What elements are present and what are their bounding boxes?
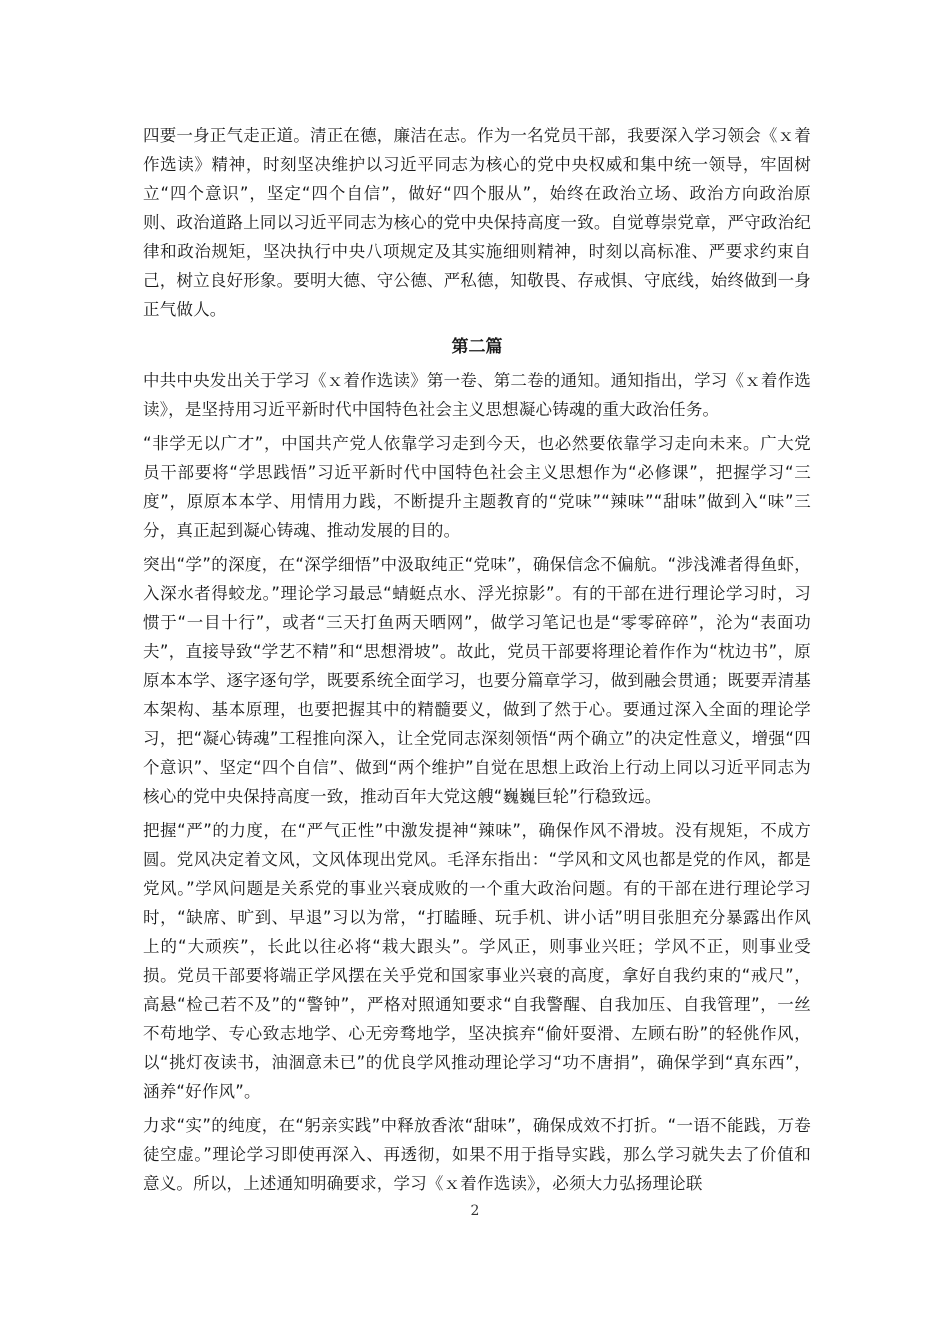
paragraph-practice: 力求“实”的纯度，在“躬亲实践”中释放香浓“甜味”，确保成效不打折。“一语不能践，万卷徒空虚。”理论学习即使再深入、再透彻，如果不用于指导实践，那么学习就失去了价值和意义。所以，上述通知明确要求，学习《ｘ着作选读》，必须大力弘扬理论联: [143, 1116, 811, 1193]
page-number: 2: [470, 1203, 480, 1219]
section-heading: 第二篇: [451, 337, 503, 357]
paragraph-learning: “非学无以广才”，中国共产党人依靠学习走到今天，也必然要依靠学习走向未来。广大党员干部要将“学思践悟”习近平新时代中国特色社会主义思想作为“必修课”，把握学习“三度”，原原本本学、用情用力践，不断提升主题教育的“党味”“辣味”“甜味”做到入“味”三分，真正起到凝心铸魂、推动发展的目的。: [143, 434, 811, 540]
paragraph-notice: 中共中央发出关于学习《ｘ着作选读》第一卷、第二卷的通知。通知指出，学习《ｘ着作选读》，是坚持用习近平新时代中国特色社会主义思想凝心铸魂的重大政治任务。: [143, 371, 811, 419]
paragraph-strictness: 把握“严”的力度，在“严气正性”中激发提神“辣味”，确保作风不滑坡。没有规矩，不成方圆。党风决定着文风，文风体现出党风。毛泽东指出：“学风和文风也都是党的作风，都是党风。”学风问题是关系党的事业兴衰成败的一个重大政治问题。有的干部在进行理论学习时，“缺席、旷到、早退”习以为常，“打瞌睡、玩手机、讲小话”明目张胆充分暴露出作风上的“大顽疾”，长此以往必将“栽大跟头”。学风正，则事业兴旺；学风不正，则事业受损。党员干部要将端正学风摆在关乎党和国家事业兴衰的高度，拿好自我约束的“戒尺”，高悬“检己若不及”的“警钟”，严格对照通知要求“自我警醒、自我加压、自我管理”，一丝不苟地学、专心致志地学、心无旁骛地学，坚决摈弃“偷奸耍滑、左顾右盼”的轻佻作风，以“挑灯夜读书，油涸意未已”的优良学风推动理论学习“功不唐捐”，确保学到“真东西”，涵养“好作风”。: [143, 821, 811, 1101]
document-body: [143, 121, 811, 1198]
paragraph-depth: 突出“学”的深度，在“深学细悟”中汲取纯正“党味”，确保信念不偏航。“涉浅滩者得鱼虾，入深水者得蛟龙。”理论学习最忌“蜻蜓点水、浮光掠影”。有的干部在进行理论学习时，习惯于“一目十行”，或者“三天打鱼两天晒网”，做学习笔记也是“零零碎碎”，沦为“表面功夫”，直接导致“学艺不精”和“思想滑坡”。故此，党员干部要将理论着作作为“枕边书”，原原本本学、逐字逐句学，既要系统全面学习，也要分篇章学习，做到融会贯通；既要弄清基本架构、基本原理，也要把握其中的精髓要义，做到了然于心。要通过深入全面的理论学习，把“凝心铸魂”工程推向深入，让全党同志深刻领悟“两个确立”的决定性意义，增强“四个意识”、坚定“四个自信”、做到“两个维护”自觉在思想上政治上行动上同以习近平同志为核心的党中央保持高度一致，推动百年大党这艘“巍巍巨轮”行稳致远。: [143, 555, 811, 806]
paragraph-integrity: 四要一身正气走正道。清正在德，廉洁在志。作为一名党员干部，我要深入学习领会《ｘ着作选读》精神，时刻坚决维护以习近平同志为核心的党中央权威和集中统一领导，牢固树立“四个意识”，坚定“四个自信”，做好“四个服从”，始终在政治立场、政治方向政治原则、政治道路上同以习近平同志为核心的党中央保持高度一致。自觉尊崇党章，严守政治纪律和政治规矩，坚决执行中央八项规定及其实施细则精神，时刻以高标准、严要求约束自己，树立良好形象。要明大德、守公德、严私德，知敬畏、存戒惧、守底线，始终做到一身正气做人。: [143, 126, 811, 319]
